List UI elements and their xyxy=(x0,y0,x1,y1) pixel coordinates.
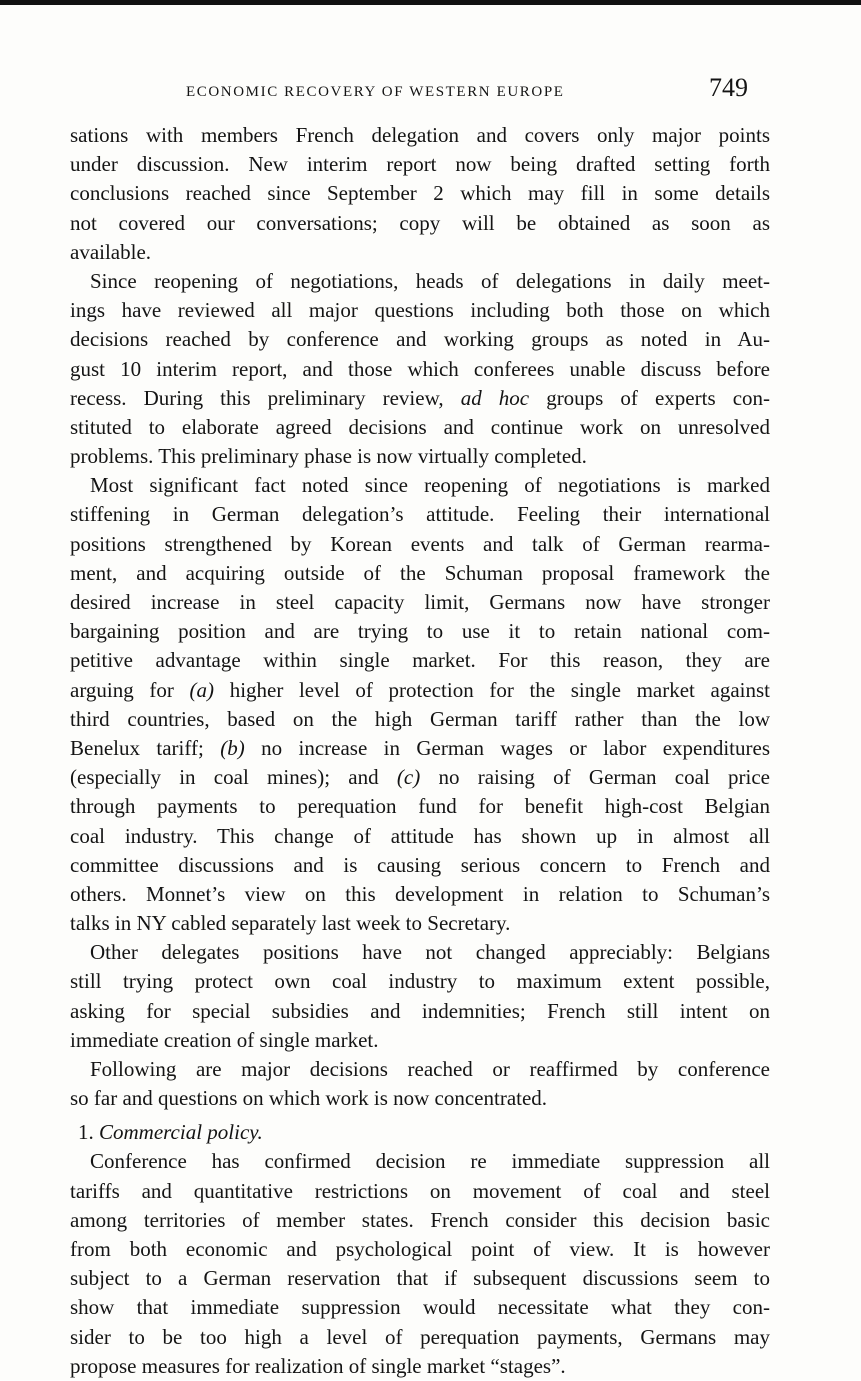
text-line: positions strengthened by Korean events and talk of German rearma- xyxy=(70,531,770,556)
text-segment: groups of experts con- xyxy=(546,385,771,410)
text-line: talks in NY cabled separately last week to Secretary. xyxy=(70,911,511,936)
text-line: asking for special subsidies and indemnities; French still intent on xyxy=(70,998,770,1023)
text-line-mixed xyxy=(70,384,770,413)
text-line-mixed xyxy=(70,763,770,792)
text-segment: higher level of protection for the single market against xyxy=(229,677,770,702)
text-line: decisions reached by conference and working groups as noted in Au- xyxy=(70,327,770,352)
italic-phrase: ad hoc xyxy=(460,385,530,410)
text-line: Since reopening of negotiations, heads of delegations in daily meet- xyxy=(90,268,770,293)
text-line: Most significant fact noted since reopening of negotiations is marked xyxy=(90,473,770,498)
text-line: sations with members French delegation and covers only major points xyxy=(70,123,770,147)
text-line: coal industry. This change of attitude has shown up in almost all xyxy=(70,823,770,848)
text-line: Following are major decisions reached or reaffirmed by conference xyxy=(90,1057,770,1081)
text-line: conclusions reached since September 2 which may fill in some details xyxy=(70,181,770,206)
text-line: so far and questions on which work is now concentrated. xyxy=(70,1086,548,1111)
text-line: stiffening in German delegation’s attitude. Feeling their international xyxy=(70,502,770,527)
list-marker-c: (c) xyxy=(396,765,421,790)
paragraph-5 xyxy=(70,1055,770,1113)
text-segment: arguing for xyxy=(70,677,174,702)
paragraph-2 xyxy=(70,267,770,471)
text-line: others. Monnet’s view on this development in relation to Schuman’s xyxy=(70,881,770,906)
text-line: bargaining position and are trying to use it to retain national com- xyxy=(70,619,770,644)
list-marker-b: (b) xyxy=(220,735,245,760)
text-segment: no raising of German coal price xyxy=(438,765,771,790)
paragraph-1 xyxy=(70,121,770,267)
section-number: 1. xyxy=(78,1120,94,1145)
text-line: among territories of member states. French consider this decision basic xyxy=(70,1207,770,1232)
list-marker-a: (a) xyxy=(189,677,215,702)
text-segment: recess. During this preliminary review, xyxy=(70,385,444,410)
section-paragraph xyxy=(70,1147,770,1381)
top-border xyxy=(0,0,861,5)
text-line: problems. This preliminary phase is now virtually completed. xyxy=(70,444,587,469)
text-line: third countries, based on the high German tariff rather than the low xyxy=(70,706,770,731)
text-line: through payments to perequation fund for benefit high-cost Belgian xyxy=(70,794,770,819)
text-line: stituted to elaborate agreed decisions and continue work on unresolved xyxy=(70,414,770,439)
text-line: sider to be too high a level of perequation payments, Germans may xyxy=(70,1324,770,1349)
paragraph-3 xyxy=(70,471,770,938)
text-line: petitive advantage within single market. For this reason, they are xyxy=(70,648,770,673)
text-line-mixed xyxy=(70,676,770,705)
section-title: Commercial policy. xyxy=(99,1120,263,1145)
text-line: Conference has confirmed decision re immediate suppression all xyxy=(90,1149,770,1174)
text-line: propose measures for realization of single market “stages”. xyxy=(70,1353,566,1378)
text-segment: no increase in German wages or labor expenditures xyxy=(261,735,770,760)
page-number: 749 xyxy=(709,73,748,102)
text-segment: (especially in coal mines); and xyxy=(70,765,379,790)
paragraph-4 xyxy=(70,938,770,1055)
text-line: immediate creation of single market. xyxy=(70,1027,379,1052)
text-line: gust 10 interim report, and those which conferees unable discuss before xyxy=(70,356,770,381)
text-segment: Benelux tariff; xyxy=(70,735,204,760)
text-line-mixed xyxy=(70,734,770,763)
text-line: Other delegates positions have not changed appreciably: Belgians xyxy=(90,940,770,965)
running-head: ECONOMIC RECOVERY OF WESTERN EUROPE xyxy=(186,84,565,100)
body-text xyxy=(70,121,770,1381)
section-heading xyxy=(70,1117,770,1147)
text-line: from both economic and psychological point of view. It is however xyxy=(70,1236,770,1261)
text-line: desired increase in steel capacity limit, Germans now have stronger xyxy=(70,590,770,614)
text-line: show that immediate suppression would necessitate what they con- xyxy=(70,1295,770,1320)
text-line: under discussion. New interim report now being drafted setting forth xyxy=(70,152,770,177)
text-line: ings have reviewed all major questions including both those on which xyxy=(70,298,770,323)
text-line: tariffs and quantitative restrictions on movement of coal and steel xyxy=(70,1178,770,1203)
text-line: subject to a German reservation that if subsequent discussions seem to xyxy=(70,1266,770,1291)
text-line: ment, and acquiring outside of the Schuman proposal framework the xyxy=(70,560,770,585)
text-line: available. xyxy=(70,239,152,264)
text-line: committee discussions and is causing serious concern to French and xyxy=(70,852,770,877)
text-line: still trying protect own coal industry to maximum extent possible, xyxy=(70,969,770,994)
text-line: not covered our conversations; copy will be obtained as soon as xyxy=(70,210,770,235)
